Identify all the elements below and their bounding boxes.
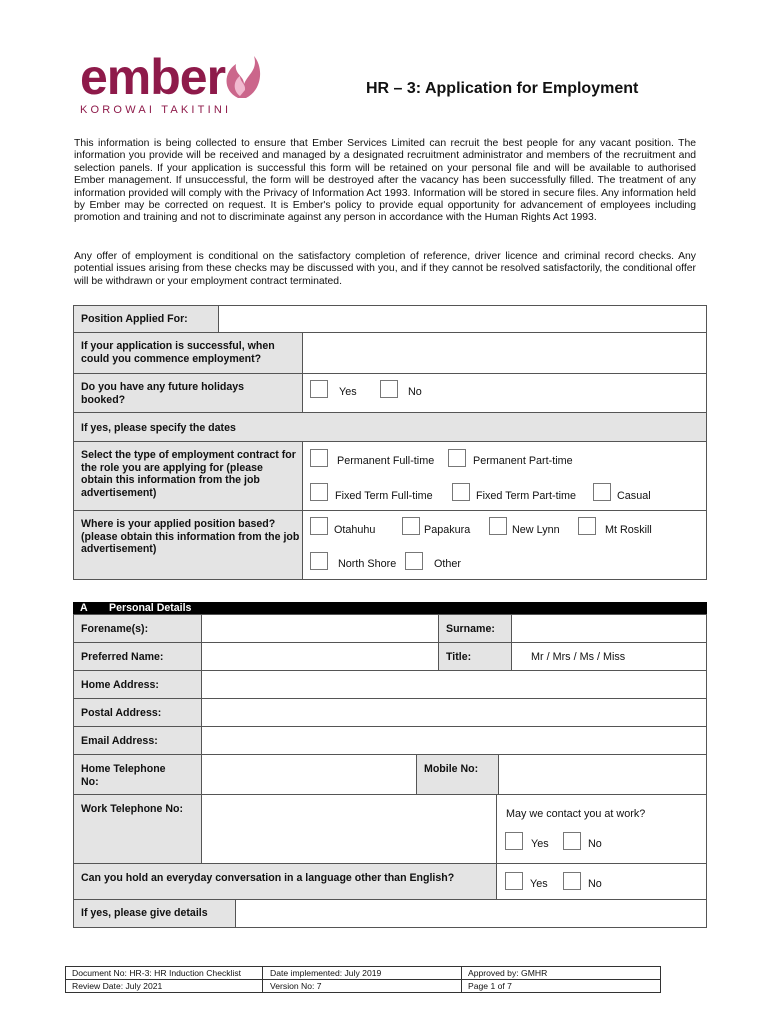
casual-checkbox[interactable] bbox=[593, 483, 611, 501]
surname-input[interactable] bbox=[511, 614, 707, 643]
language-no-label: No bbox=[588, 878, 602, 890]
title-label: Title: bbox=[446, 651, 472, 663]
footer-doc-no: Document No: HR-3: HR Induction Checklist bbox=[72, 968, 242, 978]
footer-date-implemented: Date implemented: July 2019 bbox=[270, 968, 382, 978]
holidays-yes-checkbox[interactable] bbox=[310, 380, 328, 398]
holidays-label: Do you have any future holidays booked? bbox=[81, 381, 245, 406]
specify-dates-label: If yes, please specify the dates bbox=[81, 422, 236, 434]
new-lynn-label: New Lynn bbox=[512, 524, 560, 536]
contact-work-cell bbox=[496, 794, 707, 864]
holidays-no-label: No bbox=[408, 386, 422, 398]
preferred-name-input[interactable] bbox=[201, 642, 439, 671]
new-lynn-checkbox[interactable] bbox=[489, 517, 507, 535]
position-label: Position Applied For: bbox=[81, 313, 188, 325]
contract-label: Select the type of employment contract for the role you are applying for (please obtain this information from the job advertisement) bbox=[81, 449, 296, 499]
postal-address-input[interactable] bbox=[201, 698, 707, 727]
section-a-title: Personal Details bbox=[109, 602, 192, 614]
permanent-full-time-label: Permanent Full-time bbox=[337, 455, 435, 467]
other-location-label: Other bbox=[434, 558, 462, 570]
postal-address-label: Postal Address: bbox=[81, 707, 162, 719]
holidays-no-checkbox[interactable] bbox=[380, 380, 398, 398]
footer-page: Page 1 of 7 bbox=[468, 981, 512, 991]
permanent-part-time-checkbox[interactable] bbox=[448, 449, 466, 467]
logo-word: ember bbox=[80, 49, 226, 105]
permanent-part-time-label: Permanent Part-time bbox=[473, 455, 573, 467]
contact-work-no-label: No bbox=[588, 838, 602, 850]
footer-review-date: Review Date: July 2021 bbox=[72, 981, 163, 991]
commence-label: If your application is successful, when could you commence employment? bbox=[81, 340, 275, 365]
mt-roskill-label: Mt Roskill bbox=[605, 524, 652, 536]
section-a-letter: A bbox=[80, 602, 88, 614]
language-label: Can you hold an everyday conversation in a language other than English? bbox=[81, 872, 455, 884]
home-address-input[interactable] bbox=[201, 670, 707, 699]
logo-subtitle: KOROWAI TAKITINI bbox=[80, 104, 232, 116]
position-input[interactable] bbox=[218, 305, 707, 333]
otahuhu-checkbox[interactable] bbox=[310, 517, 328, 535]
contact-work-no-checkbox[interactable] bbox=[563, 832, 581, 850]
fixed-full-time-checkbox[interactable] bbox=[310, 483, 328, 501]
papakura-checkbox[interactable] bbox=[402, 517, 420, 535]
home-phone-input[interactable] bbox=[201, 754, 417, 795]
contact-work-yes-label: Yes bbox=[531, 838, 549, 850]
work-phone-input[interactable] bbox=[201, 794, 497, 864]
surname-label: Surname: bbox=[446, 623, 495, 635]
mt-roskill-checkbox[interactable] bbox=[578, 517, 596, 535]
north-shore-label: North Shore bbox=[338, 558, 397, 570]
language-details-input[interactable] bbox=[235, 899, 707, 928]
permanent-full-time-checkbox[interactable] bbox=[310, 449, 328, 467]
casual-label: Casual bbox=[617, 490, 651, 502]
preferred-name-label: Preferred Name: bbox=[81, 651, 164, 663]
email-input[interactable] bbox=[201, 726, 707, 755]
contact-work-label: May we contact you at work? bbox=[506, 808, 646, 820]
footer-version: Version No: 7 bbox=[270, 981, 322, 991]
fixed-part-time-label: Fixed Term Part-time bbox=[476, 490, 576, 502]
page-title: HR – 3: Application for Employment bbox=[366, 80, 639, 97]
mobile-input[interactable] bbox=[498, 754, 707, 795]
fixed-full-time-label: Fixed Term Full-time bbox=[335, 490, 433, 502]
language-yes-checkbox[interactable] bbox=[505, 872, 523, 890]
fixed-part-time-checkbox[interactable] bbox=[452, 483, 470, 501]
holidays-options-cell bbox=[302, 373, 707, 413]
holidays-yes-label: Yes bbox=[339, 386, 357, 398]
email-label: Email Address: bbox=[81, 735, 158, 747]
other-location-checkbox[interactable] bbox=[405, 552, 423, 570]
intro-paragraph-2: Any offer of employment is conditional on the satisfactory completion of reference, driver licence and criminal record checks. Any potential issues arising from these checks may be discussed with you, and if they cannot be resolved satisfactorily, the conditional offer will be withdrawn or your employment contract terminated. bbox=[74, 251, 696, 287]
contact-work-yes-checkbox[interactable] bbox=[505, 832, 523, 850]
mobile-label: Mobile No: bbox=[424, 763, 479, 775]
papakura-label: Papakura bbox=[424, 524, 471, 536]
title-options: Mr / Mrs / Ms / Miss bbox=[531, 651, 626, 663]
forename-input[interactable] bbox=[201, 614, 439, 643]
intro-paragraph-1: This information is being collected to ensure that Ember Services Limited can recruit the best people for any vacant position. The information you provide will be received and managed by a designated recruitment administrator and members of the recruitment and selection panels. If your application is successful this form will be retained on your personal file and will be available to authorised Ember management. If unsuccessful, the form will be destroyed after the vacancy has been successfully filled. The treatment of any information provided will comply with the Privacy of Information Act 1993. Information will be stored in secure files. Any information held by Ember may be corrected on request. It is Ember's policy to provide equal opportunity for advancement of employees including promotion and training and not to discriminate against any person in accordance with the Human Rights Act 1993. bbox=[74, 138, 696, 224]
language-no-checkbox[interactable] bbox=[563, 872, 581, 890]
language-details-label: If yes, please give details bbox=[81, 907, 208, 919]
commence-input[interactable] bbox=[302, 332, 707, 374]
otahuhu-label: Otahuhu bbox=[334, 524, 376, 536]
forename-label: Forename(s): bbox=[81, 623, 149, 635]
footer-approved: Approved by: GMHR bbox=[468, 968, 548, 978]
home-address-label: Home Address: bbox=[81, 679, 159, 691]
work-phone-label: Work Telephone No: bbox=[81, 803, 184, 815]
north-shore-checkbox[interactable] bbox=[310, 552, 328, 570]
language-yes-label: Yes bbox=[530, 878, 548, 890]
location-label: Where is your applied position based? (please obtain this information from the job advertisement) bbox=[81, 518, 300, 555]
home-phone-label: Home Telephone No: bbox=[81, 763, 166, 788]
